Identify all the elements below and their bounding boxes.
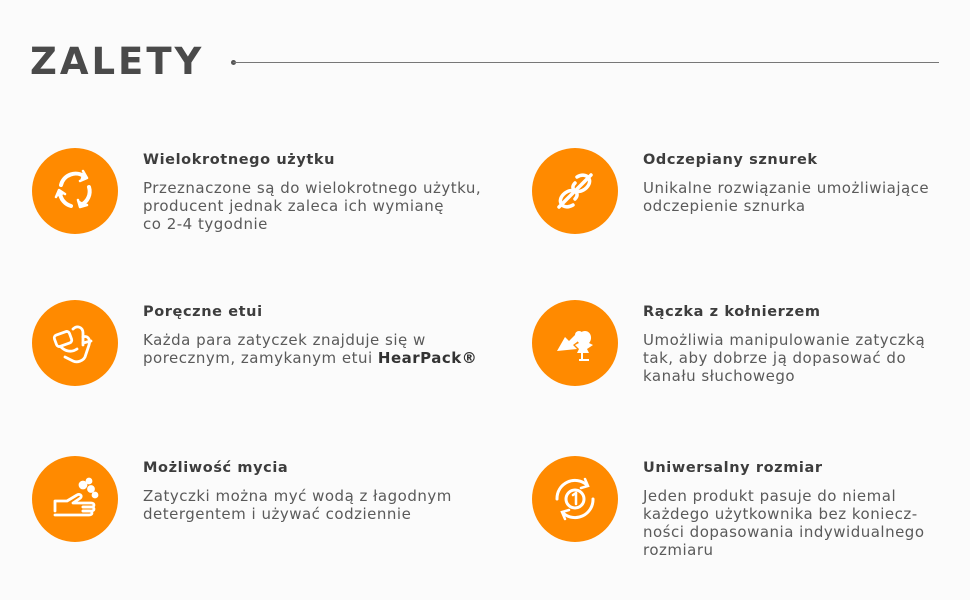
feature-title: Uniwersalny rozmiar bbox=[643, 460, 823, 476]
feature-title: Możliwość mycia bbox=[143, 460, 289, 476]
earplug-icon bbox=[532, 300, 618, 386]
feature-title: Wielokrotnego użytku bbox=[143, 152, 336, 168]
recycle-arrows-icon bbox=[32, 148, 118, 234]
feature-description: Przeznaczone są do wielokrotnego użytku, producent jednak zaleca ich wymianę co 2-4 tygodnie bbox=[143, 179, 482, 233]
header-divider bbox=[233, 62, 939, 63]
feature-description: Zatyczki można myć wodą z łagodnym detergentem i używać codziennie bbox=[143, 487, 452, 523]
feature-title: Rączka z kołnierzem bbox=[643, 304, 821, 320]
hand-holding-case-icon bbox=[32, 300, 118, 386]
feature-description: Każda para zatyczek znajduje się w porecznym, zamykanym etui HearPack® bbox=[143, 331, 478, 367]
feature-title: Poręczne etui bbox=[143, 304, 263, 320]
feature-description: Jeden produkt pasuje do niemal każdego użytkownika bez koniecz- ności dopasowania indywidualnego rozmiaru bbox=[643, 487, 925, 559]
feature-description: Umożliwia manipulowanie zatyczką tak, aby dobrze ją dopasować do kanału słuchowego bbox=[643, 331, 926, 385]
feature-description: Unikalne rozwiązanie umożliwiające odczepienie sznurka bbox=[643, 179, 930, 215]
feature-title: Odczepiany sznurek bbox=[643, 152, 818, 168]
page-title: ZALETY bbox=[30, 40, 205, 83]
universal-size-target-icon bbox=[532, 456, 618, 542]
knotted-cord-icon bbox=[532, 148, 618, 234]
washing-hands-icon bbox=[32, 456, 118, 542]
brand-name: HearPack® bbox=[377, 349, 478, 367]
